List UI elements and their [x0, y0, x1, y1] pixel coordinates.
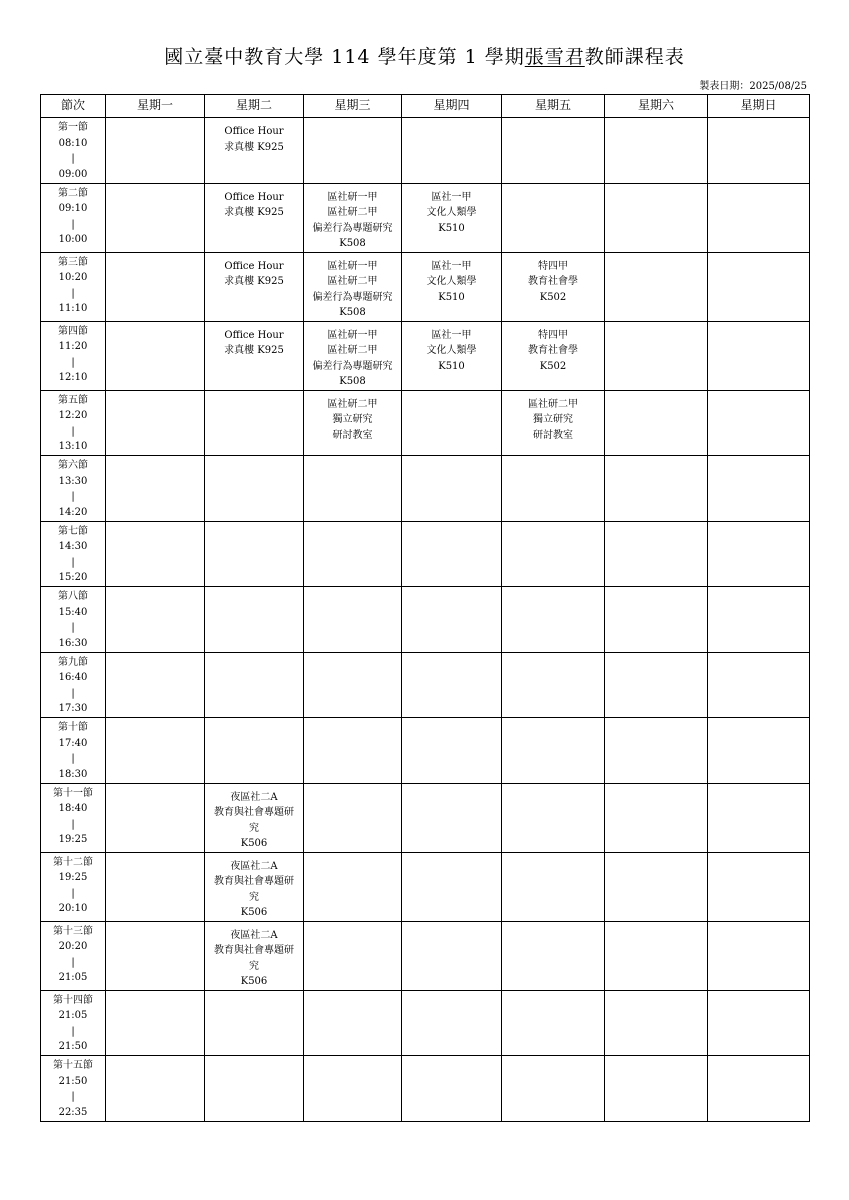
course-cell-fri [502, 1056, 605, 1122]
course-cell-tue [205, 456, 304, 522]
course-cell-thu [402, 783, 502, 852]
course-cell-wed [304, 718, 402, 784]
course-line: 文化人類學 [426, 276, 477, 287]
course-line: Office Hour [224, 126, 284, 137]
course-cell-fri [502, 183, 605, 252]
course-cell-mon [106, 390, 205, 456]
course-cell-mon [106, 252, 205, 321]
table-row [41, 183, 810, 252]
period-start: 11:20 [58, 341, 88, 352]
table-row [41, 1056, 810, 1122]
period-name: 第七節 [58, 525, 88, 537]
course-cell-mon [106, 521, 205, 587]
table-row [41, 652, 810, 718]
header-thu: 星期四 [402, 95, 502, 118]
schedule-body [41, 118, 810, 1122]
course-cell-thu [402, 921, 502, 990]
course-cell-tue [205, 852, 304, 921]
period-end: 18:30 [58, 768, 88, 780]
course-cell-fri [502, 652, 605, 718]
period-cell [41, 521, 106, 587]
course-cell-thu [402, 183, 502, 252]
period-sep: | [71, 218, 75, 230]
course-cell-fri [502, 921, 605, 990]
course-cell-fri [502, 390, 605, 456]
schedule-table [40, 94, 810, 1122]
period-end: 10:00 [58, 234, 88, 245]
course-cell-tue [205, 990, 304, 1056]
course-line: 區社研一甲 [327, 191, 378, 203]
course-cell-sat [605, 183, 708, 252]
course-cell-fri [502, 252, 605, 321]
period-sep: | [71, 556, 75, 568]
course-cell-wed [304, 852, 402, 921]
course-cell-thu [402, 321, 502, 390]
course-cell-sun [708, 456, 810, 522]
period-name: 第十二節 [53, 856, 93, 868]
table-row [41, 921, 810, 990]
course-cell-wed [304, 652, 402, 718]
header-wed: 星期三 [304, 95, 402, 118]
course-cell-sat [605, 783, 708, 852]
course-cell-tue [205, 587, 304, 653]
period-end: 20:10 [58, 903, 88, 914]
course-cell-thu [402, 652, 502, 718]
course-cell-mon [106, 587, 205, 653]
period-start: 17:40 [58, 737, 88, 749]
header-sat: 星期六 [605, 95, 708, 118]
period-name: 第十四節 [53, 994, 93, 1006]
period-sep: | [71, 491, 75, 502]
course-cell-mon [106, 321, 205, 390]
period-end: 16:30 [58, 637, 88, 649]
course-cell-thu [402, 390, 502, 456]
period-name: 第十五節 [53, 1060, 93, 1071]
period-name: 第五節 [58, 394, 88, 406]
course-cell-tue [205, 521, 304, 587]
course-line: K508 [339, 307, 366, 318]
period-name: 第十三節 [53, 925, 93, 937]
course-cell-mon [106, 990, 205, 1056]
course-cell-wed [304, 783, 402, 852]
course-line: 夜區社二A [230, 791, 278, 803]
course-cell-fri [502, 587, 605, 653]
course-cell-wed [304, 390, 402, 456]
course-cell-thu [402, 587, 502, 653]
course-line: 文化人類學 [426, 207, 477, 218]
period-start: 10:20 [58, 272, 88, 283]
header-mon: 星期一 [106, 95, 205, 118]
course-cell-tue [205, 783, 304, 852]
course-cell-thu [402, 252, 502, 321]
period-start: 18:40 [58, 803, 88, 814]
course-cell-sun [708, 783, 810, 852]
course-cell-sun [708, 718, 810, 784]
period-cell [41, 390, 106, 456]
course-cell-sat [605, 990, 708, 1056]
period-sep: | [71, 153, 75, 164]
period-name: 第六節 [58, 460, 88, 471]
period-end: 15:20 [58, 572, 88, 583]
course-cell-sun [708, 990, 810, 1056]
period-start: 20:20 [58, 941, 88, 952]
period-cell [41, 990, 106, 1056]
course-line: K502 [539, 291, 567, 303]
course-cell-wed [304, 118, 402, 184]
course-line: 求真樓 K925 [224, 141, 284, 153]
course-cell-sat [605, 321, 708, 390]
course-cell-fri [502, 783, 605, 852]
course-line: 獨立研究 [332, 414, 373, 425]
course-cell-sat [605, 390, 708, 456]
period-start: 21:50 [58, 1075, 88, 1087]
course-cell-mon [106, 1056, 205, 1122]
period-start: 08:10 [58, 137, 88, 149]
course-cell-fri [502, 521, 605, 587]
course-cell-tue [205, 718, 304, 784]
course-line: 教育與社會專題研究 [214, 876, 294, 903]
period-cell [41, 783, 106, 852]
period-start: 14:30 [58, 541, 88, 552]
course-line: 區社一甲 [431, 191, 472, 203]
period-start: 16:40 [58, 672, 88, 683]
table-row [41, 718, 810, 784]
course-line: 區社研一甲 [327, 260, 378, 272]
period-end: 11:10 [58, 303, 88, 314]
course-line: 特四甲 [538, 260, 568, 272]
course-cell-thu [402, 718, 502, 784]
course-cell-sat [605, 1056, 708, 1122]
table-row [41, 783, 810, 852]
period-end: 12:10 [58, 372, 88, 383]
period-start: 12:20 [58, 410, 88, 421]
course-cell-sun [708, 390, 810, 456]
course-cell-tue [205, 1056, 304, 1122]
course-cell-mon [106, 921, 205, 990]
course-line: 區社一甲 [431, 260, 472, 272]
header-fri: 星期五 [502, 95, 605, 118]
course-line: K508 [339, 376, 366, 387]
header-sun: 星期日 [708, 95, 810, 118]
course-cell-fri [502, 456, 605, 522]
course-line: 夜區社二A [230, 929, 278, 941]
period-cell [41, 921, 106, 990]
table-row [41, 118, 810, 184]
course-cell-sun [708, 118, 810, 184]
period-name: 第十節 [58, 722, 88, 733]
course-cell-mon [106, 783, 205, 852]
course-line: 區社研二甲 [528, 398, 578, 410]
period-cell [41, 1056, 106, 1122]
period-cell [41, 118, 106, 184]
course-cell-sun [708, 852, 810, 921]
course-cell-sat [605, 718, 708, 784]
period-sep: | [71, 1091, 75, 1102]
period-end: 13:10 [58, 441, 88, 452]
period-cell [41, 183, 106, 252]
course-line: Office Hour [224, 329, 284, 341]
table-row [41, 390, 810, 456]
course-cell-wed [304, 321, 402, 390]
course-line: K508 [339, 238, 366, 249]
course-cell-tue [205, 921, 304, 990]
course-cell-thu [402, 1056, 502, 1122]
course-line: 偏差行為專題研究 [312, 222, 393, 234]
period-name: 第十一節 [53, 787, 93, 799]
table-row [41, 321, 810, 390]
teacher-name: 張雪君 [524, 46, 585, 68]
course-cell-wed [304, 1056, 402, 1122]
course-cell-thu [402, 990, 502, 1056]
table-row [41, 456, 810, 522]
period-sep: | [71, 687, 75, 699]
period-cell [41, 718, 106, 784]
course-cell-mon [106, 718, 205, 784]
course-cell-fri [502, 718, 605, 784]
course-cell-sat [605, 652, 708, 718]
table-row [41, 587, 810, 653]
course-cell-sat [605, 921, 708, 990]
course-cell-mon [106, 852, 205, 921]
period-end: 17:30 [58, 703, 88, 714]
course-cell-sat [605, 587, 708, 653]
course-cell-sun [708, 183, 810, 252]
course-line: 夜區社二A [230, 860, 278, 872]
course-line: Office Hour [224, 191, 284, 203]
period-end: 22:35 [58, 1106, 88, 1118]
header-tue: 星期二 [205, 95, 304, 118]
period-sep: | [71, 622, 75, 633]
period-cell [41, 321, 106, 390]
course-cell-sat [605, 456, 708, 522]
period-start: 19:25 [58, 872, 88, 883]
period-cell [41, 852, 106, 921]
course-line: 區社研二甲 [327, 207, 378, 218]
course-cell-sun [708, 587, 810, 653]
course-cell-mon [106, 118, 205, 184]
title-prefix: 國立臺中教育大學 114 學年度第 1 學期 [164, 46, 525, 68]
course-line: 研討教室 [332, 429, 373, 441]
course-cell-thu [402, 852, 502, 921]
course-cell-tue [205, 321, 304, 390]
course-line: 獨立研究 [533, 414, 573, 425]
course-cell-sun [708, 521, 810, 587]
course-cell-mon [106, 456, 205, 522]
period-start: 21:05 [58, 1010, 88, 1021]
course-line: 求真樓 K925 [224, 345, 284, 356]
course-line: K510 [438, 291, 465, 303]
course-cell-sat [605, 852, 708, 921]
course-cell-tue [205, 652, 304, 718]
period-cell [41, 252, 106, 321]
course-line: 偏差行為專題研究 [312, 360, 393, 372]
period-cell [41, 652, 106, 718]
course-cell-wed [304, 252, 402, 321]
period-name: 第一節 [58, 122, 88, 133]
course-cell-tue [205, 118, 304, 184]
period-name: 第四節 [58, 325, 88, 337]
period-sep: | [71, 287, 75, 299]
period-sep: | [71, 753, 75, 764]
course-cell-tue [205, 390, 304, 456]
course-line: 文化人類學 [426, 345, 477, 356]
course-cell-wed [304, 456, 402, 522]
period-start: 15:40 [58, 606, 88, 618]
period-end: 21:50 [58, 1041, 88, 1052]
course-cell-sat [605, 118, 708, 184]
period-sep: | [71, 956, 75, 968]
course-cell-wed [304, 921, 402, 990]
period-name: 第三節 [58, 256, 88, 268]
course-cell-fri [502, 852, 605, 921]
period-end: 21:05 [58, 972, 88, 983]
course-line: K510 [438, 360, 465, 372]
course-line: 教育與社會專題研究 [214, 945, 294, 972]
course-cell-thu [402, 521, 502, 587]
course-cell-sun [708, 321, 810, 390]
course-cell-sat [605, 521, 708, 587]
course-line: 區社研一甲 [327, 329, 378, 341]
course-cell-tue [205, 252, 304, 321]
table-row [41, 852, 810, 921]
course-cell-thu [402, 456, 502, 522]
course-cell-sun [708, 1056, 810, 1122]
course-line: K502 [539, 360, 567, 372]
course-line: 求真樓 K925 [224, 207, 284, 218]
print-date: 製表日期：2025/08/25 [699, 81, 807, 92]
period-start: 09:10 [58, 203, 88, 214]
course-line: 偏差行為專題研究 [312, 291, 393, 303]
period-cell [41, 456, 106, 522]
course-cell-sat [605, 252, 708, 321]
table-row [41, 521, 810, 587]
period-end: 14:20 [58, 506, 88, 518]
course-line: 區社研二甲 [327, 345, 378, 356]
course-cell-sun [708, 921, 810, 990]
course-line: Office Hour [224, 260, 284, 272]
period-start: 13:30 [58, 475, 88, 487]
header-period: 節次 [41, 95, 106, 118]
course-cell-tue [205, 183, 304, 252]
course-cell-wed [304, 990, 402, 1056]
course-cell-sun [708, 252, 810, 321]
course-line: 特四甲 [538, 329, 568, 341]
course-line: 教育社會學 [528, 345, 578, 356]
course-line: 求真樓 K925 [224, 276, 284, 287]
course-cell-wed [304, 587, 402, 653]
course-cell-thu [402, 118, 502, 184]
course-line: K506 [240, 976, 268, 987]
course-cell-fri [502, 990, 605, 1056]
header-row [41, 95, 810, 118]
course-line: K510 [438, 222, 465, 234]
course-cell-fri [502, 118, 605, 184]
course-cell-sun [708, 652, 810, 718]
course-line: 區社研二甲 [327, 398, 378, 410]
course-cell-wed [304, 521, 402, 587]
page-title [0, 42, 849, 69]
table-row [41, 252, 810, 321]
period-name: 第二節 [58, 187, 88, 199]
course-line: 區社研二甲 [327, 276, 378, 287]
course-line: 教育與社會專題研究 [214, 807, 294, 834]
period-cell [41, 587, 106, 653]
title-suffix: 教師課程表 [584, 46, 685, 68]
period-name: 第九節 [58, 656, 88, 668]
period-sep: | [71, 425, 75, 437]
table-row [41, 990, 810, 1056]
course-line: 區社一甲 [431, 329, 472, 341]
period-end: 19:25 [58, 834, 88, 845]
period-sep: | [71, 356, 75, 368]
course-line: 研討教室 [533, 429, 573, 441]
period-end: 09:00 [58, 168, 88, 180]
course-line: 教育社會學 [528, 276, 578, 287]
course-cell-wed [304, 183, 402, 252]
course-cell-mon [106, 183, 205, 252]
course-cell-fri [502, 321, 605, 390]
course-line: K506 [240, 838, 268, 849]
course-line: K506 [240, 907, 268, 918]
period-name: 第八節 [58, 591, 88, 602]
course-cell-mon [106, 652, 205, 718]
period-sep: | [71, 1025, 75, 1037]
period-sep: | [71, 887, 75, 899]
period-sep: | [71, 818, 75, 830]
